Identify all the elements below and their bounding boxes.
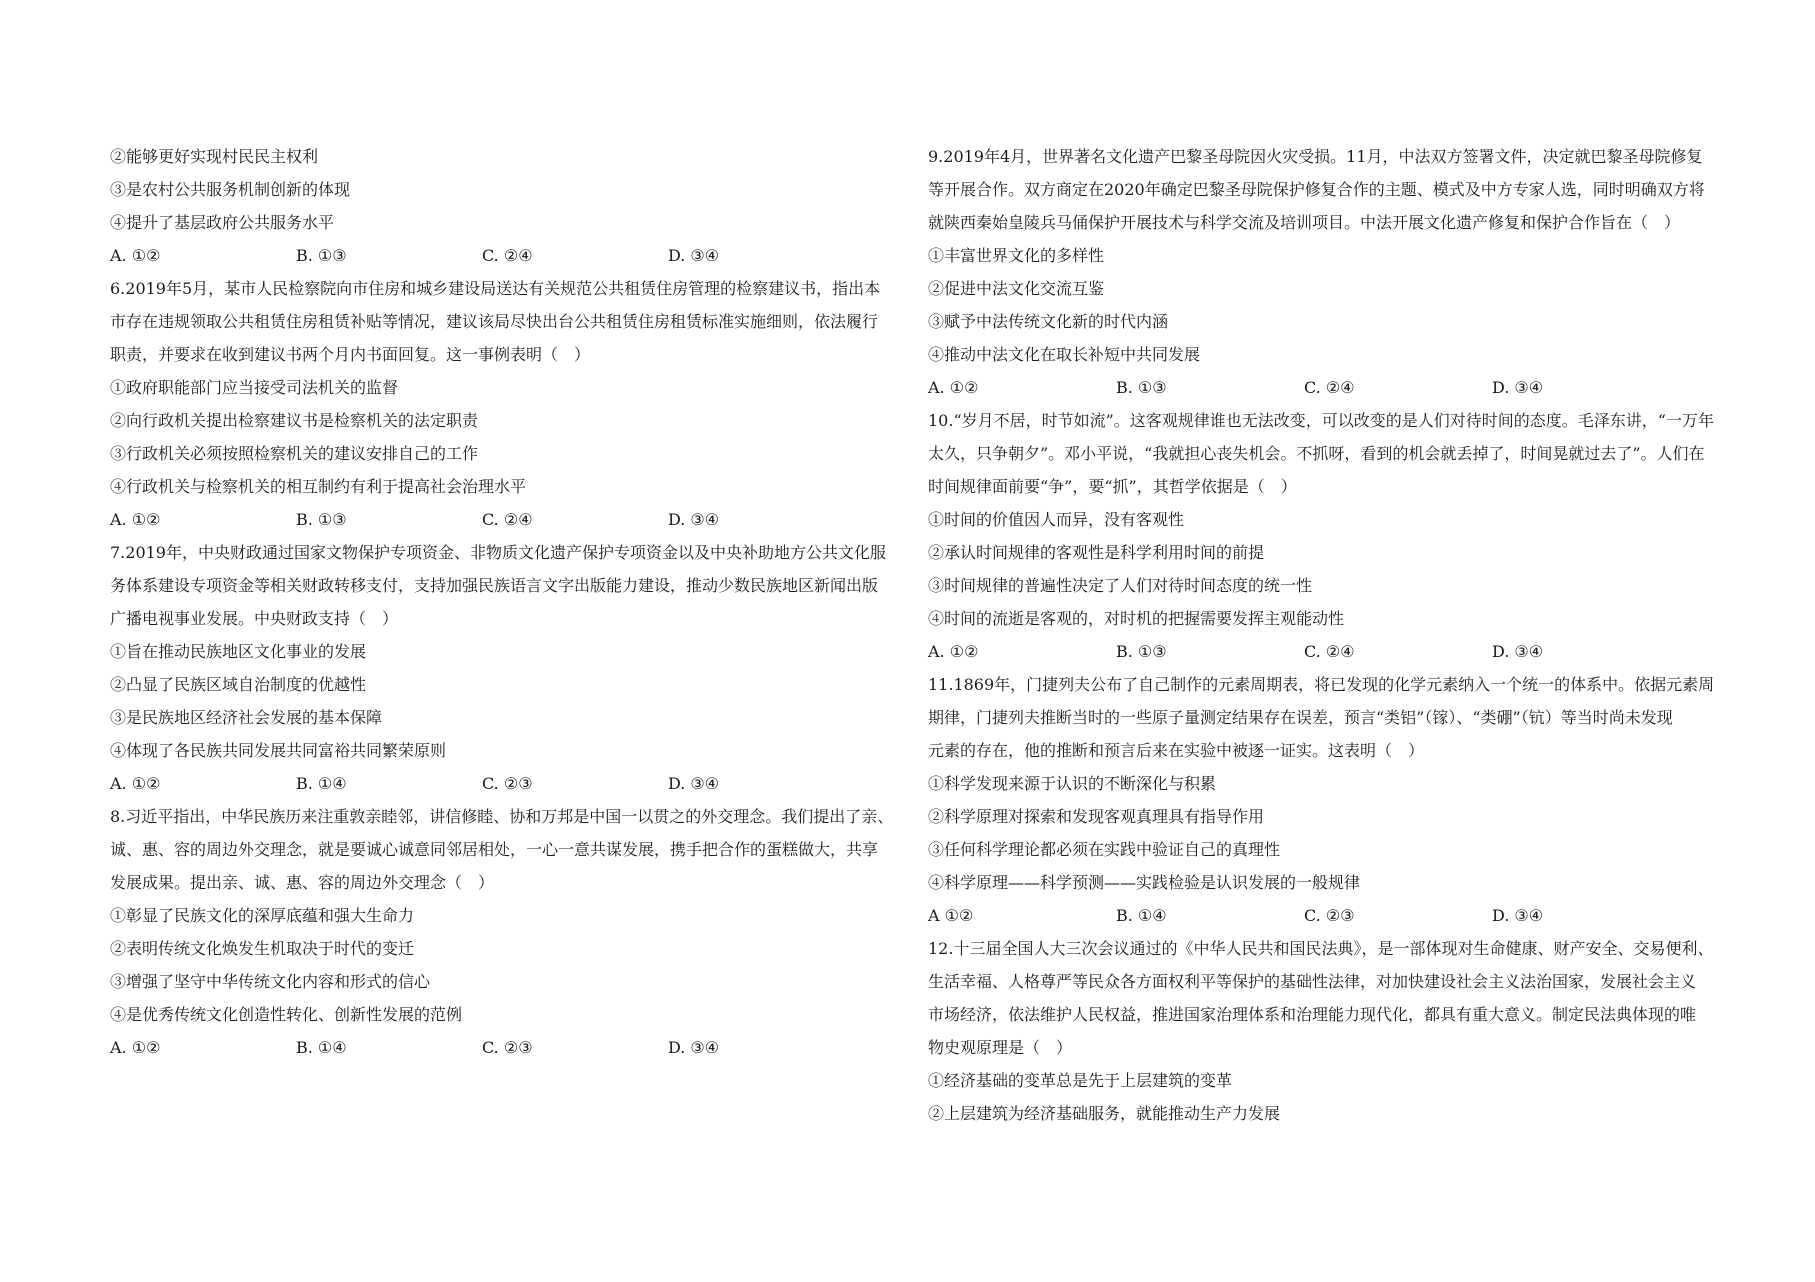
right-column <box>928 140 1728 1130</box>
choice-c[interactable]: C. ②④ <box>482 510 533 529</box>
choice-a[interactable]: A ①② <box>928 906 974 925</box>
choice-d[interactable]: D. ③④ <box>668 246 720 265</box>
question-stem: 诚、惠、容的周边外交理念，就是要诚心诚意同邻居相处，一心一意共谋发展，携手把合作的蛋糕做大，共享 <box>110 840 879 859</box>
option-statement: ①丰富世界文化的多样性 <box>928 246 1105 265</box>
question-stem: 期律，门捷列夫推断当时的一些原子量测定结果存在误差，预言“类铝”（镓）、“类硼”（钪）等当时尚未发现 <box>928 708 1673 727</box>
choice-a[interactable]: A. ①② <box>110 1038 161 1057</box>
option-statement: ④推动中法文化在取长补短中共同发展 <box>928 345 1201 364</box>
option-statement: ④科学原理——科学预测——实践检验是认识发展的一般规律 <box>928 873 1361 892</box>
option-statement: ④时间的流逝是客观的，对时机的把握需要发挥主观能动性 <box>928 609 1345 628</box>
choice-c[interactable]: C. ②③ <box>482 1038 533 1057</box>
choice-c[interactable]: C. ②④ <box>482 246 533 265</box>
option-statement: ②上层建筑为经济基础服务，就能推动生产力发展 <box>928 1104 1281 1123</box>
option-statement: ①经济基础的变革总是先于上层建筑的变革 <box>928 1071 1233 1090</box>
choice-b[interactable]: B. ①③ <box>296 510 347 529</box>
option-statement: ④行政机关与检察机关的相互制约有利于提高社会治理水平 <box>110 477 527 496</box>
choice-c[interactable]: C. ②③ <box>1304 906 1355 925</box>
answer-choices <box>110 503 900 536</box>
choice-d[interactable]: D. ③④ <box>668 510 720 529</box>
left-column <box>110 140 900 1064</box>
choice-b[interactable]: B. ①③ <box>1116 642 1167 661</box>
question-stem: 市存在违规领取公共租赁住房租赁补贴等情况，建议该局尽快出台公共租赁住房租赁标准实施细则，依法履行 <box>110 312 879 331</box>
option-statement: ①科学发现来源于认识的不断深化与积累 <box>928 774 1217 793</box>
choice-b[interactable]: B. ①③ <box>296 246 347 265</box>
option-statement: ③增强了坚守中华传统文化内容和形式的信心 <box>110 972 431 991</box>
question-stem: 11.1869年，门捷列夫公布了自己制作的元素周期表，将已发现的化学元素纳入一个统一的体系中。依据元素周 <box>928 675 1715 694</box>
question-stem: 发展成果。提出亲、诚、惠、容的周边外交理念（ ） <box>110 873 495 892</box>
choice-b[interactable]: B. ①④ <box>296 774 347 793</box>
option-statement: ③任何科学理论都必须在实践中验证自己的真理性 <box>928 840 1281 859</box>
question-7 <box>110 536 900 800</box>
option-statement: ④提升了基层政府公共服务水平 <box>110 213 335 232</box>
question-stem: 10.“岁月不居，时节如流”。这客观规律谁也无法改变，可以改变的是人们对待时间的态度。毛泽东讲，“一万年 <box>928 411 1714 430</box>
option-statement: ②表明传统文化焕发生机取决于时代的变迁 <box>110 939 415 958</box>
answer-choices <box>928 635 1728 668</box>
option-statement: ③时间规律的普遍性决定了人们对待时间态度的统一性 <box>928 576 1313 595</box>
question-stem: 8.习近平指出，中华民族历来注重敦亲睦邻，讲信修睦、协和万邦是中国一以贯之的外交理念。我们提出了亲、 <box>110 807 894 826</box>
option-statement: ①时间的价值因人而异，没有客观性 <box>928 510 1185 529</box>
choice-d[interactable]: D. ③④ <box>1492 378 1544 397</box>
choice-d[interactable]: D. ③④ <box>668 1038 720 1057</box>
question-stem: 7.2019年，中央财政通过国家文物保护专项资金、非物质文化遗产保护专项资金以及中央补助地方公共文化服 <box>110 543 886 562</box>
option-statement: ②科学原理对探索和发现客观真理具有指导作用 <box>928 807 1265 826</box>
question-stem: 职责，并要求在收到建议书两个月内书面回复。这一事例表明（ ） <box>110 345 591 364</box>
question-stem: 就陕西秦始皇陵兵马俑保护开展技术与科学交流及培训项目。中法开展文化遗产修复和保护合作旨在（ ） <box>928 213 1681 232</box>
choice-a[interactable]: A. ①② <box>110 774 161 793</box>
answer-choices <box>110 767 900 800</box>
question-stem: 12.十三届全国人大三次会议通过的《中华人民共和国民法典》，是一部体现对生命健康、财产安全、交易便利、 <box>928 939 1714 958</box>
option-statement: ④是优秀传统文化创造性转化、创新性发展的范例 <box>110 1005 463 1024</box>
choice-b[interactable]: B. ①④ <box>1116 906 1167 925</box>
answer-choices <box>928 371 1728 404</box>
option-statement: ③是民族地区经济社会发展的基本保障 <box>110 708 383 727</box>
question-stem: 务体系建设专项资金等相关财政转移支付，支持加强民族语言文字出版能力建设，推动少数民族地区新闻出版 <box>110 576 879 595</box>
choice-b[interactable]: B. ①③ <box>1116 378 1167 397</box>
question-8 <box>110 800 900 1064</box>
question-12 <box>928 932 1728 1130</box>
choice-d[interactable]: D. ③④ <box>1492 642 1544 661</box>
answer-choices <box>110 1031 900 1064</box>
option-statement: ③赋予中法传统文化新的时代内涵 <box>928 312 1169 331</box>
question-5-tail <box>110 140 900 272</box>
choice-b[interactable]: B. ①④ <box>296 1038 347 1057</box>
answer-choices <box>928 899 1728 932</box>
option-statement: ①政府职能部门应当接受司法机关的监督 <box>110 378 399 397</box>
question-stem: 太久，只争朝夕”。邓小平说，“我就担心丧失机会。不抓呀，看到的机会就丢掉了，时间晃就过去了”。人们在 <box>928 444 1705 463</box>
question-stem: 9.2019年4月，世界著名文化遗产巴黎圣母院因火灾受损。11月，中法双方签署文件，决定就巴黎圣母院修复 <box>928 147 1703 166</box>
choice-c[interactable]: C. ②④ <box>1304 378 1355 397</box>
question-stem: 等开展合作。双方商定在2020年确定巴黎圣母院保护修复合作的主题、模式及中方专家人选，同时明确双方将 <box>928 180 1705 199</box>
choice-c[interactable]: C. ②④ <box>1304 642 1355 661</box>
question-stem: 物史观原理是（ ） <box>928 1038 1073 1057</box>
question-stem: 6.2019年5月，某市人民检察院向市住房和城乡建设局送达有关规范公共租赁住房管理的检察建议书，指出本 <box>110 279 881 298</box>
question-9 <box>928 140 1728 404</box>
option-statement: ②凸显了民族区域自治制度的优越性 <box>110 675 367 694</box>
option-statement: ②促进中法文化交流互鉴 <box>928 279 1105 298</box>
question-stem: 时间规律面前要“争”，要“抓”，其哲学依据是（ ） <box>928 477 1297 496</box>
choice-c[interactable]: C. ②③ <box>482 774 533 793</box>
choice-a[interactable]: A. ①② <box>110 246 161 265</box>
question-stem: 元素的存在，他的推断和预言后来在实验中被逐一证实。这表明（ ） <box>928 741 1425 760</box>
option-statement: ②承认时间规律的客观性是科学利用时间的前提 <box>928 543 1265 562</box>
option-statement: ②向行政机关提出检察建议书是检察机关的法定职责 <box>110 411 479 430</box>
question-stem: 市场经济，依法维护人民权益，推进国家治理体系和治理能力现代化，都具有重大意义。制定民法典体现的唯 <box>928 1005 1697 1024</box>
choice-a[interactable]: A. ①② <box>928 642 979 661</box>
option-statement: ①旨在推动民族地区文化事业的发展 <box>110 642 367 661</box>
option-statement: ③行政机关必须按照检察机关的建议安排自己的工作 <box>110 444 479 463</box>
choice-a[interactable]: A. ①② <box>928 378 979 397</box>
choice-d[interactable]: D. ③④ <box>1492 906 1544 925</box>
option-statement: ①彰显了民族文化的深厚底蕴和强大生命力 <box>110 906 415 925</box>
question-stem: 生活幸福、人格尊严等民众各方面权利平等保护的基础性法律，对加快建设社会主义法治国家，发展社会主义 <box>928 972 1697 991</box>
option-statement: ③是农村公共服务机制创新的体现 <box>110 180 351 199</box>
choice-d[interactable]: D. ③④ <box>668 774 720 793</box>
question-11 <box>928 668 1728 932</box>
question-6 <box>110 272 900 536</box>
question-10 <box>928 404 1728 668</box>
answer-choices <box>110 239 900 272</box>
question-stem: 广播电视事业发展。中央财政支持（ ） <box>110 609 399 628</box>
option-statement: ②能够更好实现村民民主权利 <box>110 147 319 166</box>
option-statement: ④体现了各民族共同发展共同富裕共同繁荣原则 <box>110 741 447 760</box>
choice-a[interactable]: A. ①② <box>110 510 161 529</box>
